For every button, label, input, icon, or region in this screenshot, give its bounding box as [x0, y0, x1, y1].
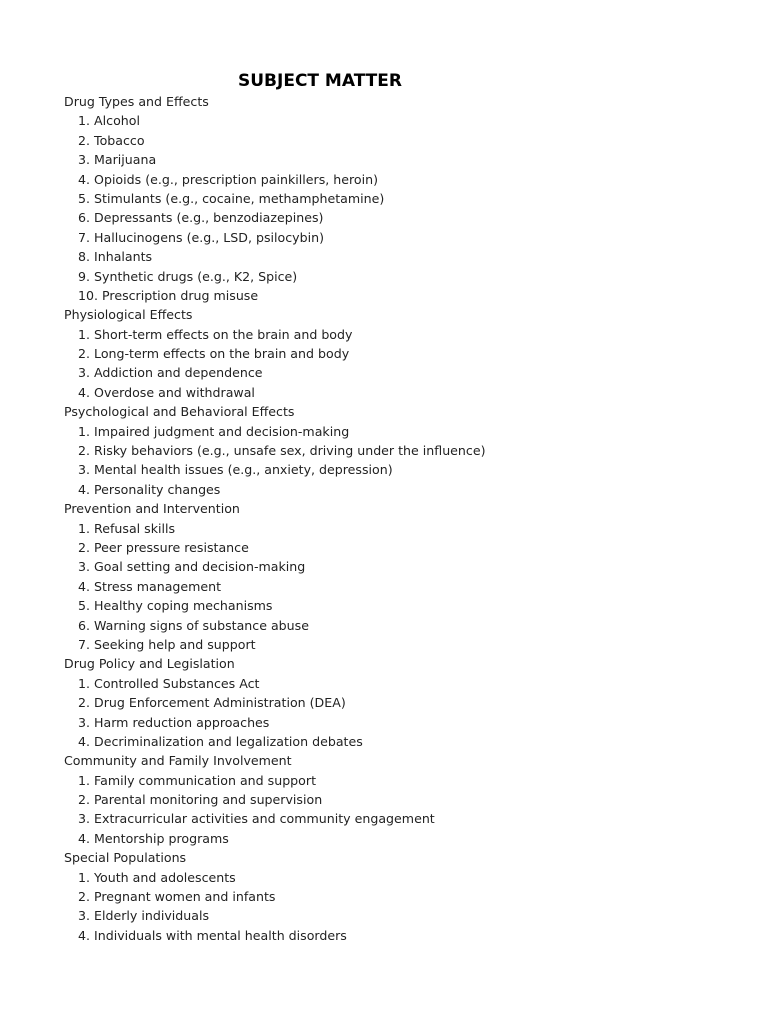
list-item	[64, 363, 744, 382]
list-item-number: 4 .	[78, 172, 94, 187]
list-item-text: Seeking help and support	[94, 636, 256, 652]
list-item-number: 7 .	[78, 637, 94, 652]
list-item-number: 1 .	[78, 773, 94, 788]
item-list	[64, 868, 744, 946]
list-item-number: 3 .	[78, 462, 94, 477]
list-item	[64, 926, 744, 945]
list-item-number: 6 .	[78, 618, 94, 633]
list-item-text: Synthetic drugs (e.g., K2, Spice)	[94, 268, 298, 284]
list-item-text: Opioids (e.g., prescription painkillers, heroin)	[94, 171, 378, 187]
list-item-number: 1 .	[78, 113, 94, 128]
list-item	[64, 422, 744, 441]
list-item-text: Refusal skills	[94, 520, 176, 536]
list-item-number: 10 .	[78, 288, 102, 303]
list-item	[64, 111, 744, 130]
section-heading: Psychological and Behavioral Effects	[64, 404, 295, 420]
section	[64, 92, 744, 305]
list-item-text: Healthy coping mechanisms	[94, 598, 273, 614]
list-item-text: Drug Enforcement Administration (DEA)	[94, 695, 346, 711]
list-item	[64, 693, 744, 712]
list-item-text: Prescription drug misuse	[102, 287, 259, 303]
list-item-number: 9 .	[78, 269, 94, 284]
list-item-text: Depressants (e.g., benzodiazepines)	[94, 210, 324, 226]
list-item-text: Youth and adolescents	[94, 869, 236, 885]
item-list	[64, 422, 744, 500]
section-heading: Prevention and Intervention	[64, 501, 240, 517]
list-item	[64, 344, 744, 363]
list-item-number: 7 .	[78, 230, 94, 245]
document-title: SUBJECT MATTER	[238, 71, 402, 91]
list-item-text: Long-term effects on the brain and body	[94, 346, 350, 362]
list-item	[64, 809, 744, 828]
list-item-text: Warning signs of substance abuse	[94, 617, 309, 633]
list-item-text: Pregnant women and infants	[94, 889, 276, 905]
list-item-number: 3 .	[78, 908, 94, 923]
item-list	[64, 674, 744, 752]
list-item-text: Marijuana	[94, 152, 157, 168]
list-item-text: Risky behaviors (e.g., unsafe sex, driving under the influence)	[94, 443, 486, 459]
list-item-number: 1 .	[78, 521, 94, 536]
list-item-number: 4 .	[78, 385, 94, 400]
list-item	[64, 460, 744, 479]
section	[64, 499, 744, 654]
list-item-number: 2 .	[78, 792, 94, 807]
list-item	[64, 906, 744, 925]
list-item-number: 2 .	[78, 695, 94, 710]
list-item-number: 4 .	[78, 734, 94, 749]
list-item-text: Extracurricular activities and community engagement	[94, 811, 435, 827]
list-item-number: 1 .	[78, 676, 94, 691]
section-heading: Special Populations	[64, 850, 187, 866]
section-heading: Community and Family Involvement	[64, 753, 292, 769]
list-item-number: 2 .	[78, 346, 94, 361]
list-item-number: 5 .	[78, 191, 94, 206]
list-item-text: Family communication and support	[94, 772, 317, 788]
list-item-number: 6 .	[78, 210, 94, 225]
list-item	[64, 829, 744, 848]
list-item	[64, 790, 744, 809]
list-item	[64, 887, 744, 906]
list-item-text: Mentorship programs	[94, 830, 229, 846]
list-item	[64, 131, 744, 150]
list-item-text: Short-term effects on the brain and body	[94, 326, 353, 342]
section	[64, 402, 744, 499]
section	[64, 848, 744, 945]
section-heading: Drug Types and Effects	[64, 94, 209, 109]
list-item	[64, 557, 744, 576]
list-item-text: Personality changes	[94, 481, 221, 497]
list-item-text: Parental monitoring and supervision	[94, 792, 323, 808]
list-item-number: 2 .	[78, 540, 94, 555]
list-item	[64, 267, 744, 286]
list-item-text: Individuals with mental health disorders	[94, 927, 347, 943]
list-item	[64, 150, 744, 169]
list-item-text: Harm reduction approaches	[94, 714, 270, 730]
list-item	[64, 441, 744, 460]
list-item-number: 5 .	[78, 598, 94, 613]
section	[64, 751, 744, 848]
section-heading: Physiological Effects	[64, 307, 193, 323]
item-list	[64, 519, 744, 655]
list-item	[64, 577, 744, 596]
item-list	[64, 111, 744, 305]
list-item	[64, 771, 744, 790]
list-item-number: 1 .	[78, 327, 94, 342]
item-list	[64, 771, 744, 849]
list-item-text: Mental health issues (e.g., anxiety, depression)	[94, 462, 393, 478]
list-item	[64, 674, 744, 693]
list-item-text: Tobacco	[94, 132, 145, 148]
list-item	[64, 635, 744, 654]
list-item	[64, 538, 744, 557]
list-item-text: Elderly individuals	[94, 908, 210, 924]
list-item-text: Decriminalization and legalization debates	[94, 733, 363, 749]
list-item-number: 2 .	[78, 443, 94, 458]
list-item	[64, 170, 744, 189]
list-item	[64, 189, 744, 208]
list-item	[64, 383, 744, 402]
list-item	[64, 480, 744, 499]
section-heading: Drug Policy and Legislation	[64, 656, 235, 672]
list-item-text: Impaired judgment and decision-making	[94, 423, 350, 439]
list-item	[64, 732, 744, 751]
list-item-text: Peer pressure resistance	[94, 539, 249, 555]
list-item	[64, 286, 744, 305]
list-item-number: 1 .	[78, 424, 94, 439]
list-item-text: Addiction and dependence	[94, 365, 263, 381]
item-list	[64, 325, 744, 403]
list-item-number: 3 .	[78, 559, 94, 574]
list-item	[64, 247, 744, 266]
list-item	[64, 228, 744, 247]
list-item-text: Controlled Substances Act	[94, 675, 260, 691]
list-item	[64, 713, 744, 732]
list-item-text: Stress management	[94, 578, 222, 594]
list-item-number: 2 .	[78, 889, 94, 904]
section	[64, 305, 744, 402]
list-item-number: 3 .	[78, 152, 94, 167]
list-item	[64, 208, 744, 227]
list-item-text: Stimulants (e.g., cocaine, methamphetamine)	[94, 190, 385, 206]
list-item-text: Hallucinogens (e.g., LSD, psilocybin)	[94, 229, 325, 245]
list-item-number: 8 .	[78, 249, 94, 264]
list-item-text: Overdose and withdrawal	[94, 384, 255, 400]
section	[64, 654, 744, 751]
list-item-number: 1 .	[78, 870, 94, 885]
list-item-text: Goal setting and decision-making	[94, 559, 306, 575]
list-item-text: Alcohol	[94, 113, 140, 129]
list-item-number: 2 .	[78, 133, 94, 148]
list-item	[64, 325, 744, 344]
list-item-number: 4 .	[78, 579, 94, 594]
list-item-number: 3 .	[78, 365, 94, 380]
list-item-number: 4 .	[78, 482, 94, 497]
list-item-text: Inhalants	[94, 249, 153, 265]
list-item	[64, 868, 744, 887]
list-item-number: 4 .	[78, 831, 94, 846]
list-item	[64, 519, 744, 538]
list-item-number: 4 .	[78, 928, 94, 943]
list-item	[64, 616, 744, 635]
list-item-number: 3 .	[78, 715, 94, 730]
document-content	[64, 92, 744, 945]
list-item-number: 3 .	[78, 811, 94, 826]
list-item	[64, 596, 744, 615]
